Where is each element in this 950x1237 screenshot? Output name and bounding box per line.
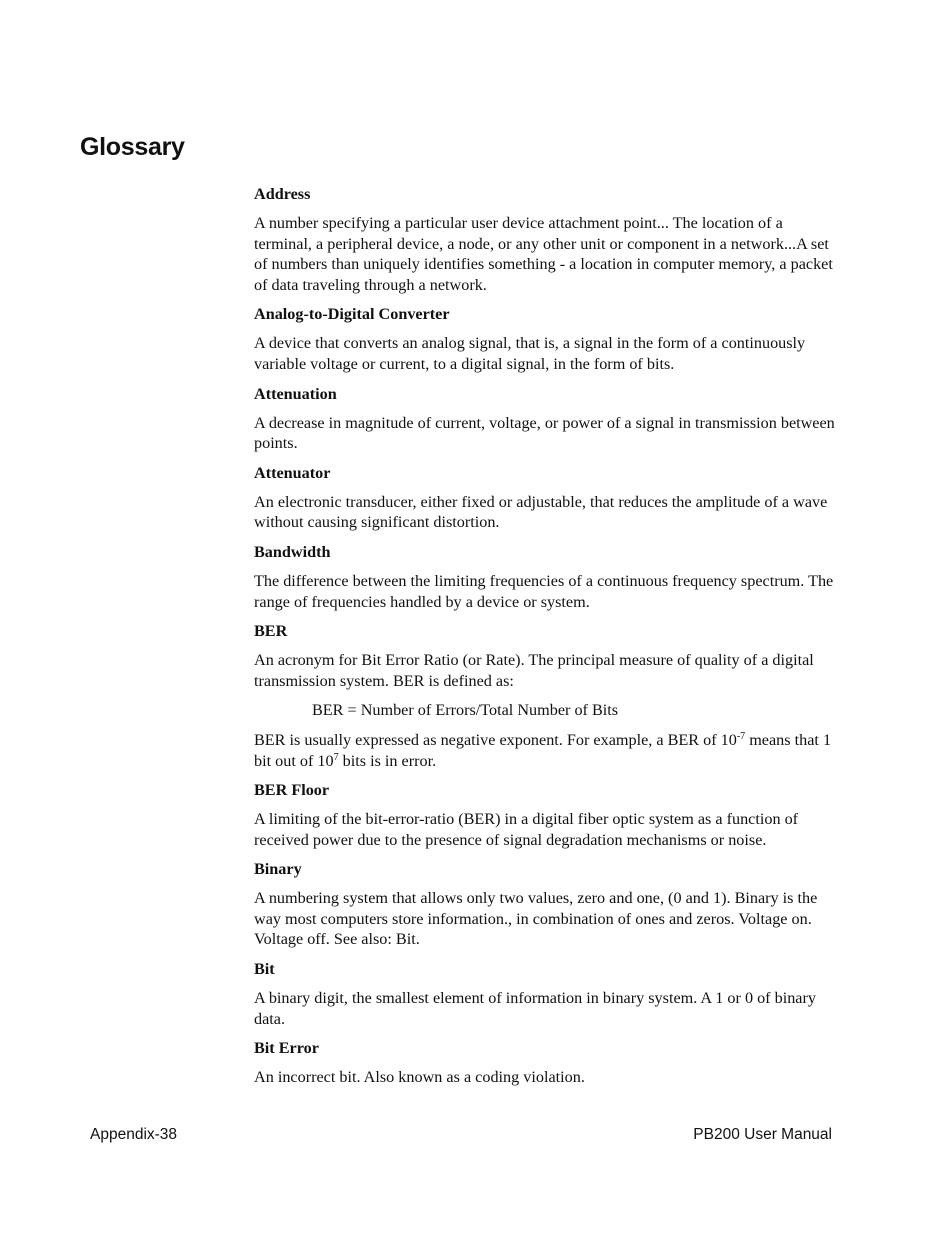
footer-manual-title: PB200 User Manual	[693, 1126, 832, 1143]
ber-exponent-negative: -7	[736, 730, 746, 742]
term-heading: Binary	[254, 860, 302, 879]
term-heading: Bit Error	[254, 1039, 319, 1058]
term-heading: Attenuator	[254, 463, 331, 482]
glossary-entry-bit-error	[254, 1038, 844, 1088]
ber-note	[254, 730, 844, 771]
term-heading: BER Floor	[254, 781, 330, 800]
term-definition: An acronym for Bit Error Ratio (or Rate). The principal measure of quality of a digital transmission system. BER is defined as:	[254, 651, 814, 690]
glossary-entry-attenuation	[254, 384, 844, 454]
term-definition: The difference between the limiting frequencies of a continuous frequency spectrum. The range of frequencies handled by a device or system.	[254, 571, 834, 611]
ber-note-text: BER is usually expressed as negative exponent. For example, a BER of 10	[254, 730, 737, 749]
term-heading: Bandwidth	[254, 542, 331, 561]
page-title: Glossary	[80, 133, 185, 161]
glossary-entry-attenuator	[254, 463, 844, 533]
term-heading: Address	[254, 185, 311, 203]
term-heading: Bit	[254, 960, 275, 979]
glossary-list	[254, 184, 844, 1097]
term-definition: An electronic transducer, either fixed or adjustable, that reduces the amplitude of a wave without causing significant distortion.	[254, 492, 828, 532]
ber-formula: BER = Number of Errors/Total Number of Bits	[312, 701, 619, 720]
footer-page-number: Appendix-38	[90, 1126, 178, 1143]
ber-note-text: bits is in error.	[338, 751, 437, 770]
term-definition: A number specifying a particular user device attachment point... The location of a terminal, a peripheral device, a node, or any other unit or component in a network...A set of numbers than uniquely identifies something - a location in computer memory, a packet of data traveling through a network.	[254, 214, 833, 294]
term-heading: BER	[254, 622, 288, 641]
ber-exponent-positive: 7	[333, 751, 339, 763]
term-definition: A device that converts an analog signal, that is, a signal in the form of a continuously variable voltage or current, to a digital signal, in the form of bits.	[254, 334, 806, 373]
term-heading: Attenuation	[254, 384, 337, 403]
term-definition: A decrease in magnitude of current, voltage, or power of a signal in transmission between points.	[254, 413, 835, 453]
ber-note-text: means that 1 bit out of 10	[254, 730, 832, 770]
glossary-entry-ber	[254, 621, 844, 771]
glossary-entry-bandwidth	[254, 542, 844, 612]
term-definition: A binary digit, the smallest element of information in binary system. A 1 or 0 of binary data.	[254, 989, 816, 1028]
glossary-entry-binary	[254, 859, 844, 950]
term-heading: Analog-to-Digital Converter	[254, 305, 450, 324]
glossary-entry-bit	[254, 959, 844, 1029]
term-definition: A numbering system that allows only two values, zero and one, (0 and 1). Binary is the way most computers store information., in combination of ones and zeros. Voltage on. Voltage off. See also: Bit.	[254, 889, 818, 949]
glossary-entry-ber-floor	[254, 780, 844, 850]
glossary-entry-address	[254, 184, 844, 295]
term-definition: A limiting of the bit-error-ratio (BER) in a digital fiber optic system as a function of received power due to the presence of signal degradation mechanisms or noise.	[254, 810, 799, 849]
term-definition: An incorrect bit. Also known as a coding violation.	[254, 1068, 585, 1087]
glossary-entry-adc	[254, 304, 844, 374]
